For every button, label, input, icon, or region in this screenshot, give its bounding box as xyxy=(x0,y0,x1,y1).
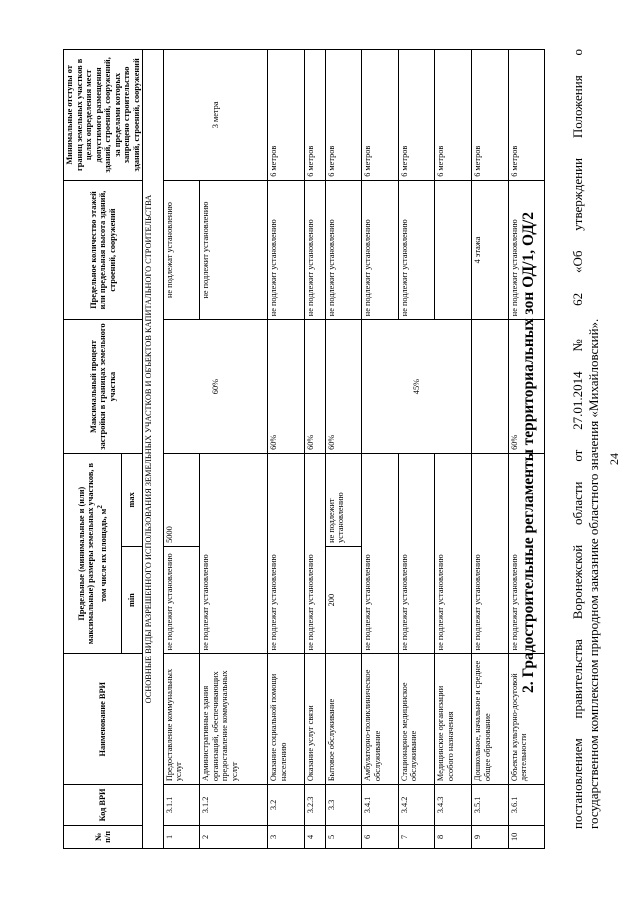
section-row xyxy=(143,50,164,849)
cell-code: 3.5.1 xyxy=(472,785,509,826)
cell-pct: 60% xyxy=(268,320,305,454)
section-heading: 2. Градостроительные регламенты территориальных зон ОД/1, ОД/2 xyxy=(520,212,537,693)
cell-num: 1 xyxy=(163,825,200,848)
cell-minmax: не подлежат установлению xyxy=(472,453,509,653)
header-min: min xyxy=(121,546,142,654)
cell-floors: 4 этажа xyxy=(472,180,509,319)
cell-code: 3.4.2 xyxy=(398,785,435,826)
intro-line-1: постановлением правительства Воронежской области от 27.01.2014 № 62 «Об утверждении Положения о xyxy=(570,49,585,829)
cell-name: Административные здания организаций, обеспечивающих предоставление коммунальных услуг xyxy=(200,654,268,785)
cell-name: Объекты культурно-досуговой деятельности xyxy=(508,654,545,785)
table-row xyxy=(163,50,200,849)
cell-setback-merged: 3 метра xyxy=(163,50,268,181)
header-pct: Максимальный процент застройки в границах земельного участка xyxy=(64,320,143,454)
cell-minmax: не подлежат установлению xyxy=(435,453,472,653)
cell-setback: 6 метров xyxy=(362,50,399,181)
cell-num: 3 xyxy=(268,825,305,848)
cell-floors: не подлежит установлению xyxy=(268,180,305,319)
cell-name: Стационарное медицинское обслуживание xyxy=(398,654,435,785)
cell-num: 5 xyxy=(325,825,362,848)
cell-pct-empty xyxy=(472,320,509,454)
cell-code: 3.2.3 xyxy=(305,785,326,826)
intro-line-2: государственном комплексном природном заказнике областного значения «Михайловский». xyxy=(586,318,601,829)
header-max: max xyxy=(121,453,142,546)
cell-minmax: не подлежат установлению xyxy=(508,453,545,653)
cell-code: 3.4.3 xyxy=(435,785,472,826)
cell-floors: не подлежат установлению xyxy=(163,180,200,319)
cell-floors-empty xyxy=(435,180,472,319)
cell-code: 3.1.2 xyxy=(200,785,268,826)
cell-name: Дошкольное, начальное и среднее общее образование xyxy=(472,654,509,785)
table-row xyxy=(268,50,305,849)
cell-num: 10 xyxy=(508,825,545,848)
cell-pct-merged: 60% xyxy=(163,320,268,454)
header-size-group xyxy=(64,453,122,653)
cell-minmax: не подлежат установлению xyxy=(398,453,435,653)
cell-num: 4 xyxy=(305,825,326,848)
cell-pct-merged: 45% xyxy=(362,320,472,454)
cell-floors: не подлежит установлению xyxy=(508,180,545,319)
cell-minmax: не подлежат установлению xyxy=(362,453,399,653)
cell-pct: 60% xyxy=(305,320,326,454)
section-title: ОСНОВНЫЕ ВИДЫ РАЗРЕШЕННОГО ИСПОЛЬЗОВАНИЯ ЗЕМЕЛЬНЫХ УЧАСТКОВ И ОБЪЕКТОВ КАПИТАЛЬНОГО СТРОИТЕЛЬСТВА xyxy=(143,50,164,849)
cell-setback: 6 метров xyxy=(508,50,545,181)
cell-code: 3.6.1 xyxy=(508,785,545,826)
cell-setback: 6 метров xyxy=(472,50,509,181)
cell-max: 5000 xyxy=(163,453,200,546)
cell-pct: 60% xyxy=(325,320,362,454)
cell-name: Оказание услуг связи xyxy=(305,654,326,785)
header-size-text: Предельные (минимальные и (или) максимальные) размеры земельных участков, в том числе их площадь, м xyxy=(76,463,108,645)
cell-name: Оказание социальной помощи населению xyxy=(268,654,305,785)
cell-code: 3.1.1 xyxy=(163,785,200,826)
cell-name: Амбулаторно-поликлиническое обслуживание xyxy=(362,654,399,785)
cell-floors: не подлежит установлению xyxy=(398,180,435,319)
cell-name: Бытовое обслуживание xyxy=(325,654,362,785)
header-code: Код ВРИ xyxy=(64,785,143,826)
page-number: 24 xyxy=(607,453,621,465)
cell-minmax: не подлежат установлению xyxy=(268,453,305,653)
cell-num: 2 xyxy=(200,825,268,848)
cell-code: 3.4.1 xyxy=(362,785,399,826)
cell-num: 7 xyxy=(398,825,435,848)
cell-min: не подлежит установлению xyxy=(163,546,200,654)
table-row xyxy=(305,50,326,849)
cell-minmax: не подлежат установлению xyxy=(200,453,268,653)
cell-floors: не подлежит установлению xyxy=(362,180,399,319)
cell-code: 3.3 xyxy=(325,785,362,826)
table-row xyxy=(362,50,399,849)
table-row xyxy=(472,50,509,849)
table-row xyxy=(508,50,545,849)
intro-paragraph xyxy=(570,49,602,829)
cell-num: 6 xyxy=(362,825,399,848)
cell-setback: 6 метров xyxy=(398,50,435,181)
cell-min: 200 xyxy=(325,546,362,654)
cell-floors: не подлежит установлению xyxy=(200,180,268,319)
cell-floors: не подлежит установлению xyxy=(305,180,326,319)
cell-setback: 6 метров xyxy=(325,50,362,181)
cell-setback: 6 метров xyxy=(305,50,326,181)
cell-minmax: не подлежат установлению xyxy=(305,453,326,653)
header-setback: Минимальные отступы от границ земельных участков в целях определения мест допустимого размещения зданий, строений, сооружений, за пределами которых запрещено строительство зданий, строений, сооружений xyxy=(64,50,143,181)
cell-max: не подлежит установлению xyxy=(325,453,362,546)
header-floors: Предельное количество этажей или предельная высота зданий, строений, сооружений xyxy=(64,180,143,319)
cell-code: 3.2 xyxy=(268,785,305,826)
cell-num: 8 xyxy=(435,825,472,848)
cell-pct: 60% xyxy=(508,320,545,454)
cell-setback: 6 метров xyxy=(268,50,305,181)
cell-name: Медицинские организации особого назначения xyxy=(435,654,472,785)
regulations-table xyxy=(63,49,545,849)
cell-name: Предоставление коммунальных услуг xyxy=(163,654,200,785)
header-num: № п/п xyxy=(64,825,143,848)
cell-setback: 6 метров xyxy=(435,50,472,181)
header-name: Наименование ВРИ xyxy=(64,654,143,785)
header-size-sup: 2 xyxy=(96,505,104,509)
cell-floors: не подлежит установлению xyxy=(325,180,362,319)
cell-num: 9 xyxy=(472,825,509,848)
table-row xyxy=(325,50,362,849)
